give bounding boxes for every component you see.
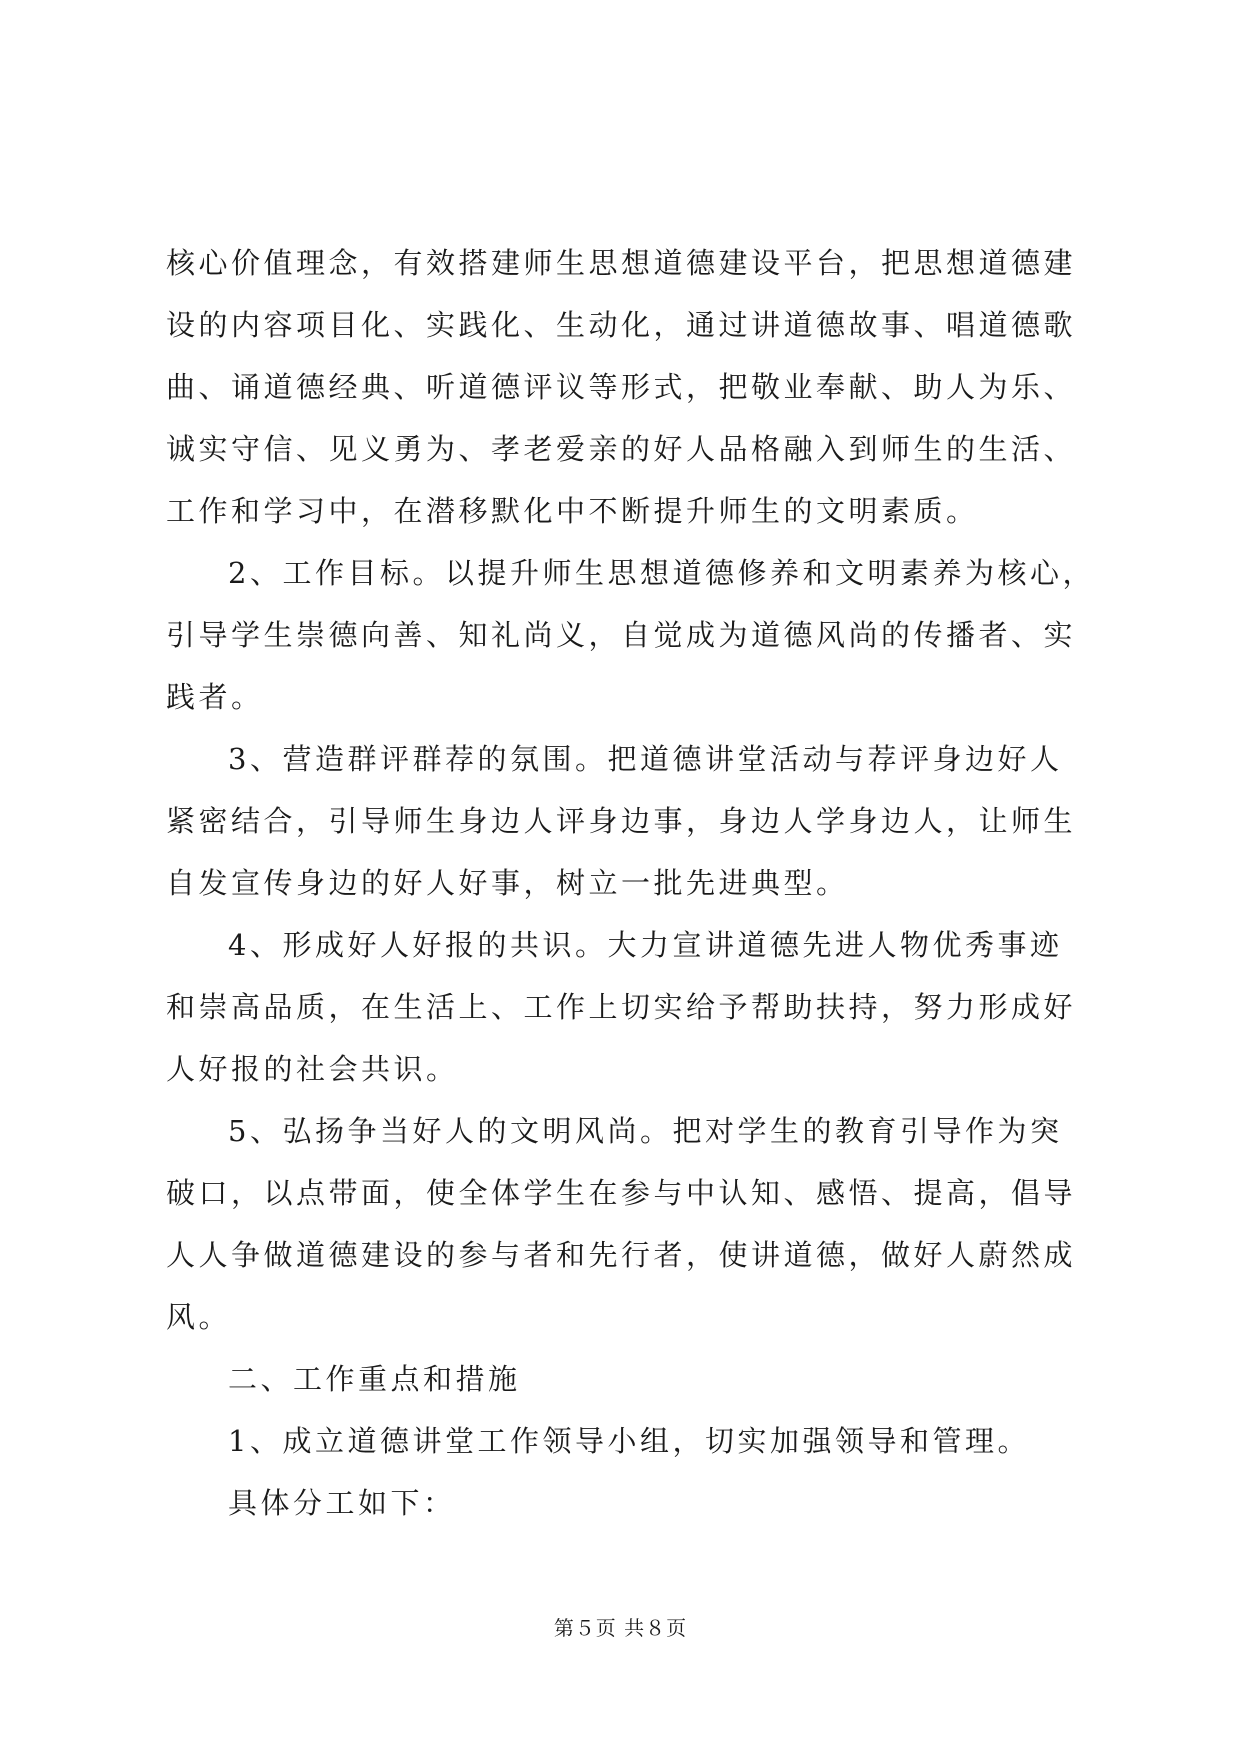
paragraph-start-line: 5、弘扬争当好人的文明风尚。把对学生的教育引导作为突 (228, 1114, 1063, 1148)
text-line: 践者。 (166, 680, 264, 714)
text-line: 自发宣传身边的好人好事，树立一批先进典型。 (166, 866, 849, 900)
body-text (166, 232, 1095, 1534)
text-line: 核心价值理念，有效搭建师生思想道德建设平台，把思想道德建 (166, 246, 1077, 280)
paragraph-start-line: 1、成立道德讲堂工作领导小组，切实加强领导和管理。 (228, 1424, 1030, 1458)
paragraph-start-line: 具体分工如下： (228, 1486, 456, 1520)
text-line: 人好报的社会共识。 (166, 1052, 459, 1086)
paragraph-start-line: 4、形成好人好报的共识。大力宣讲道德先进人物优秀事迹 (228, 928, 1063, 962)
text-line: 人人争做道德建设的参与者和先行者，使讲道德，做好人蔚然成 (166, 1238, 1077, 1272)
paragraph-start-line: 2、工作目标。以提升师生思想道德修养和文明素养为核心， (228, 556, 1095, 590)
text-line: 和崇高品质，在生活上、工作上切实给予帮助扶持，努力形成好 (166, 990, 1077, 1024)
text-line: 紧密结合，引导师生身边人评身边事，身边人学身边人，让师生 (166, 804, 1077, 838)
text-line: 曲、诵道德经典、听道德评议等形式，把敬业奉献、助人为乐、 (166, 370, 1077, 404)
paragraph-start-line: 3、营造群评群荐的氛围。把道德讲堂活动与荐评身边好人 (228, 742, 1063, 776)
text-line: 设的内容项目化、实践化、生动化，通过讲道德故事、唱道德歌 (166, 308, 1077, 342)
text-line: 诚实守信、见义勇为、孝老爱亲的好人品格融入到师生的生活、 (166, 432, 1077, 466)
section-heading: 二、工作重点和措施 (228, 1362, 521, 1396)
text-line: 工作和学习中，在潜移默化中不断提升师生的文明素质。 (166, 494, 979, 528)
text-line: 引导学生崇德向善、知礼尚义，自觉成为道德风尚的传播者、实 (166, 618, 1077, 652)
text-line: 破口，以点带面，使全体学生在参与中认知、感悟、提高，倡导 (166, 1176, 1077, 1210)
text-line: 风。 (166, 1300, 232, 1334)
page-number-footer: 第５页 共８页 (553, 1616, 688, 1640)
